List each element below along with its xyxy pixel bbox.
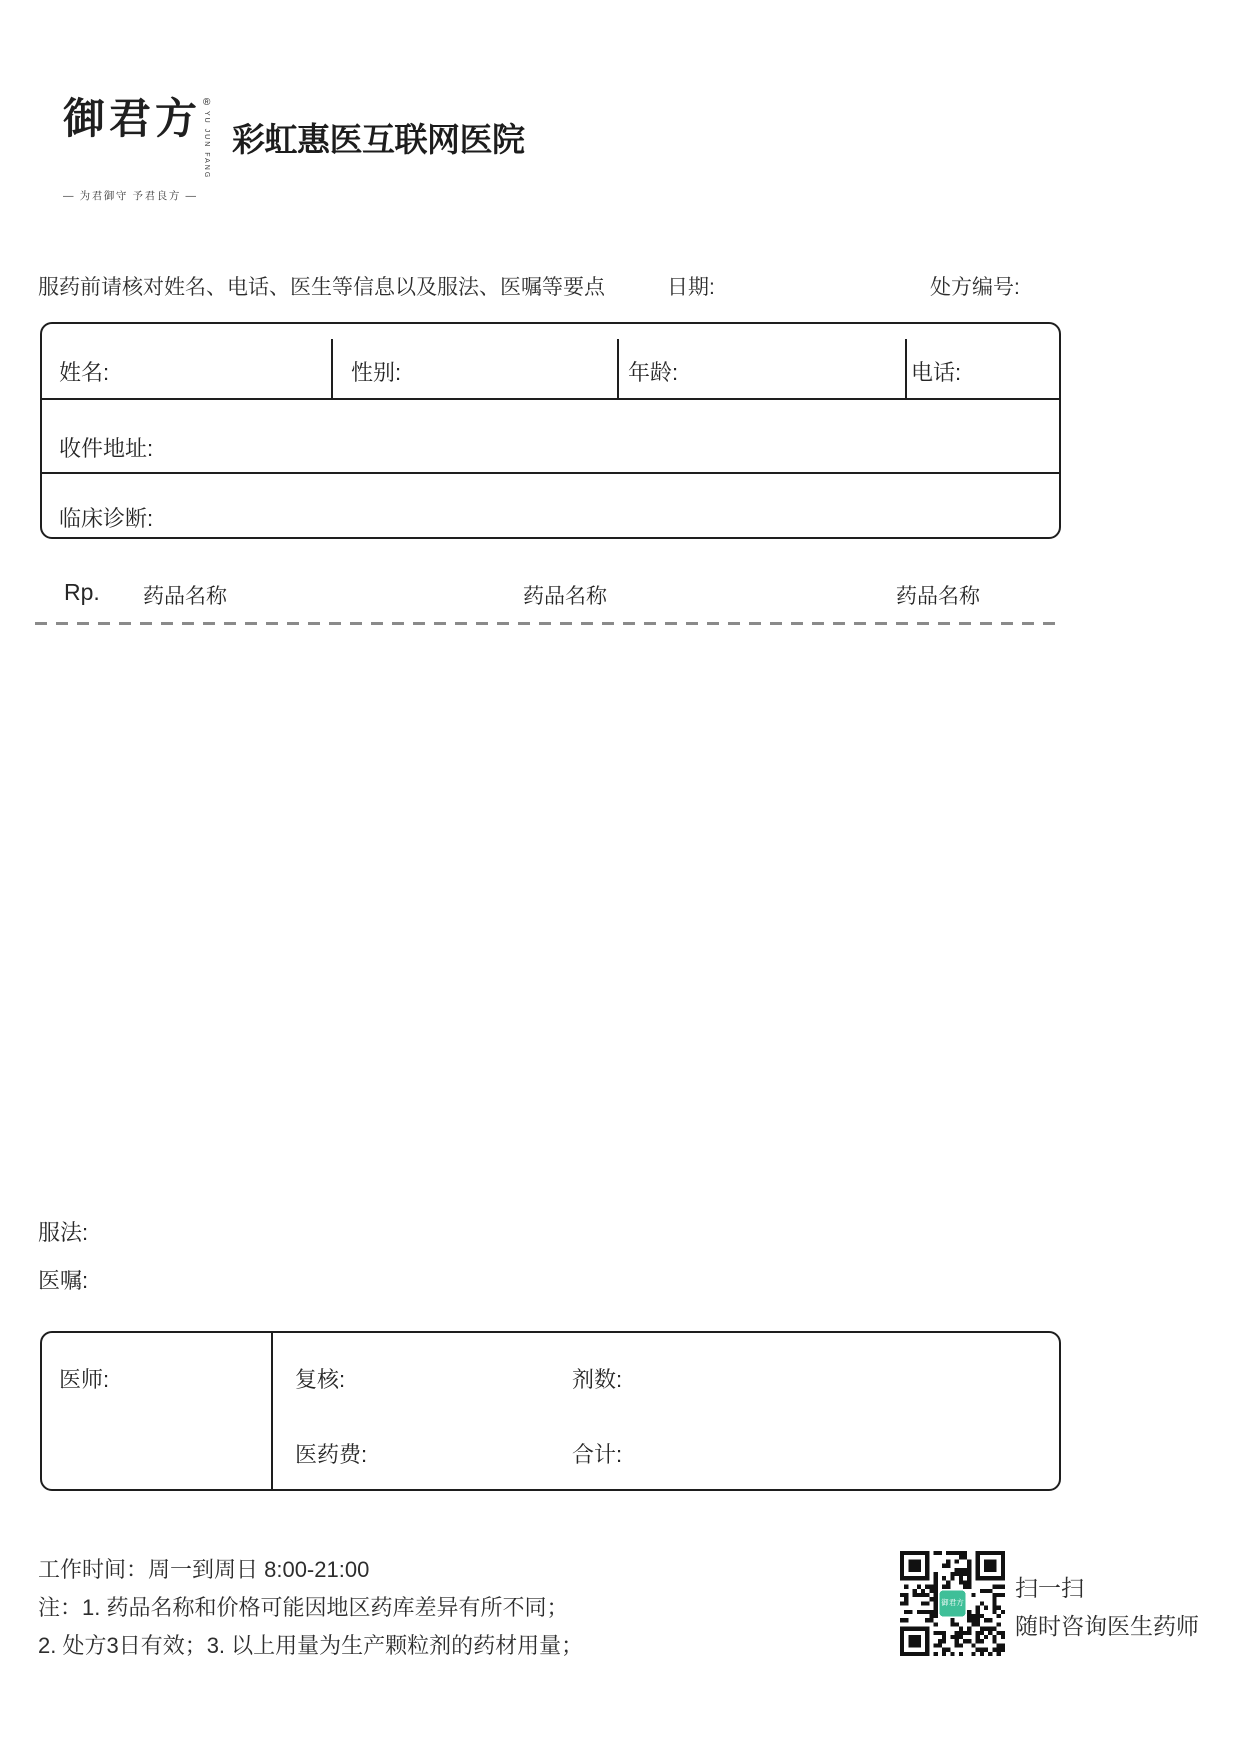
rx-number-label: 处方编号: — [930, 276, 1020, 299]
footer-note-1: 注：1. 药品名称和价格可能因地区药库差异有所不同； — [38, 1595, 569, 1620]
rx-dashed-separator — [35, 622, 1063, 625]
brand-logo — [63, 94, 211, 203]
footer-note-2: 2. 处方3日有效；3. 以上用量为生产颗粒剂的药材用量； — [38, 1633, 584, 1658]
advice-label: 医嘱: — [38, 1268, 89, 1293]
divider-name-gender — [331, 339, 333, 399]
verification-notice: 服药前请核对姓名、电话、医生等信息以及服法、医嘱等要点 — [38, 276, 605, 299]
doses-field-label: 剂数: — [572, 1367, 623, 1392]
brand-logo-pinyin: YU JUN FANG — [203, 111, 211, 180]
drug-name-column-2: 药品名称 — [523, 585, 607, 608]
review-field-label: 复核: — [295, 1367, 346, 1392]
age-field-label: 年龄: — [628, 360, 679, 385]
fee-field-label: 医药费: — [295, 1442, 368, 1467]
gender-field-label: 性别: — [351, 360, 402, 385]
drug-name-column-1: 药品名称 — [143, 585, 227, 608]
working-hours: 工作时间：周一到周日 8:00-21:00 — [38, 1557, 370, 1582]
physician-field-label: 医师: — [59, 1367, 110, 1392]
date-label: 日期: — [667, 276, 715, 299]
brand-logo-text: 御君方 — [63, 94, 202, 143]
registered-trademark-icon: ® — [203, 97, 211, 108]
patient-box-rule-1 — [42, 398, 1059, 400]
divider-age-phone — [905, 339, 907, 399]
qr-code — [900, 1551, 1005, 1656]
phone-field-label: 电话: — [911, 360, 962, 385]
usage-label: 服法: — [38, 1220, 89, 1245]
patient-box-rule-2 — [42, 472, 1059, 474]
divider-gender-age — [617, 339, 619, 399]
address-field-label: 收件地址: — [59, 436, 154, 461]
hospital-name: 彩虹惠医互联网医院 — [232, 121, 525, 158]
divider-physician-review — [271, 1333, 273, 1489]
name-field-label: 姓名: — [59, 360, 110, 385]
diagnosis-field-label: 临床诊断: — [59, 506, 154, 531]
rp-label: Rp. — [64, 579, 100, 605]
patient-info-box — [40, 322, 1061, 539]
total-field-label: 合计: — [572, 1442, 623, 1467]
qr-consult-caption: 随时咨询医生药师 — [1015, 1613, 1199, 1639]
qr-scan-caption: 扫一扫 — [1015, 1575, 1084, 1601]
signoff-box — [40, 1331, 1061, 1491]
svg-text:御君方: 御君方 — [941, 1598, 964, 1608]
drug-name-column-3: 药品名称 — [896, 585, 980, 608]
brand-tagline: — 为君御守 予君良方 — — [63, 190, 198, 203]
